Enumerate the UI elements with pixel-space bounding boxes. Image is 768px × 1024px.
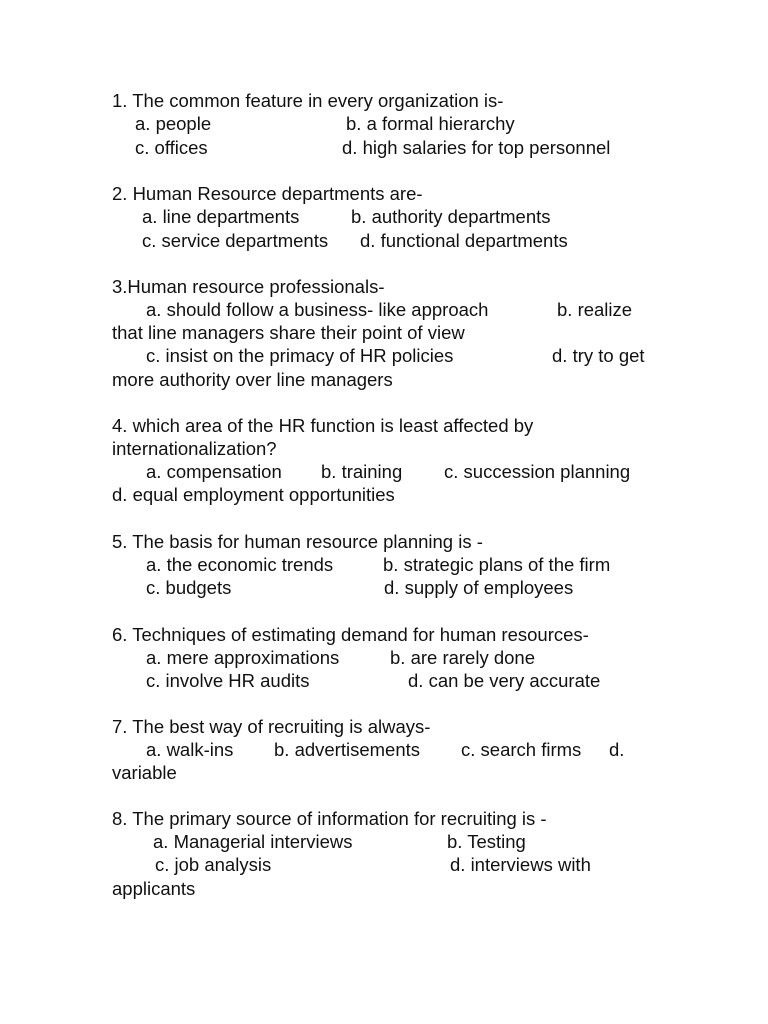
q8-option-a: a. Managerial interviews: [153, 831, 353, 852]
q3-option-d: d. try to get: [552, 345, 645, 366]
q5-option-a: a. the economic trends: [146, 554, 334, 575]
question-8: 8. The primary source of information for recruiting is -: [112, 808, 547, 829]
q4-option-d: d. equal employment opportunities: [112, 484, 395, 505]
q2-option-a: a. line departments: [142, 206, 300, 227]
q8-option-d-cont: applicants: [112, 878, 196, 899]
q8-option-d: d. interviews with: [450, 854, 591, 875]
q3-option-c: c. insist on the primacy of HR policies: [146, 345, 454, 366]
question-3: 3.Human resource professionals-: [112, 276, 385, 297]
q7-option-a: a. walk-ins: [146, 739, 234, 760]
question-2: 2. Human Resource departments are-: [112, 183, 423, 204]
q3-option-a: a. should follow a business- like approach: [146, 299, 489, 320]
q8-option-c: c. job analysis: [155, 854, 272, 875]
q4-option-c: c. succession planning: [444, 461, 631, 482]
q2-option-b: b. authority departments: [351, 206, 551, 227]
q5-option-b: b. strategic plans of the firm: [383, 554, 611, 575]
q1-option-d: d. high salaries for top personnel: [342, 137, 611, 158]
q1-option-b: b. a formal hierarchy: [346, 113, 515, 134]
q1-option-a: a. people: [135, 113, 212, 134]
q3-option-b: b. realize: [557, 299, 633, 320]
question-6: 6. Techniques of estimating demand for human resources-: [112, 624, 589, 645]
q7-option-c: c. search firms: [461, 739, 582, 760]
question-1: 1. The common feature in every organization is-: [112, 90, 504, 111]
question-4-cont: internationalization?: [112, 438, 277, 459]
q1-option-c: c. offices: [135, 137, 208, 158]
q6-option-b: b. are rarely done: [390, 647, 536, 668]
q4-option-a: a. compensation: [146, 461, 282, 482]
question-4: 4. which area of the HR function is least affected by: [112, 415, 534, 436]
q3-option-b-cont: that line managers share their point of view: [112, 322, 465, 343]
q8-option-b: b. Testing: [447, 831, 526, 852]
q7-option-b: b. advertisements: [274, 739, 421, 760]
q2-option-d: d. functional departments: [360, 230, 568, 251]
q3-option-d-cont: more authority over line managers: [112, 369, 393, 390]
question-7: 7. The best way of recruiting is always-: [112, 716, 431, 737]
q4-option-b: b. training: [321, 461, 403, 482]
q5-option-c: c. budgets: [146, 577, 232, 598]
question-5: 5. The basis for human resource planning is -: [112, 531, 483, 552]
q6-option-d: d. can be very accurate: [408, 670, 601, 691]
q7-option-d-cont: variable: [112, 762, 177, 783]
q6-option-a: a. mere approximations: [146, 647, 340, 668]
q5-option-d: d. supply of employees: [384, 577, 574, 598]
q6-option-c: c. involve HR audits: [146, 670, 310, 691]
q2-option-c: c. service departments: [142, 230, 329, 251]
q7-option-d: d.: [609, 739, 625, 760]
